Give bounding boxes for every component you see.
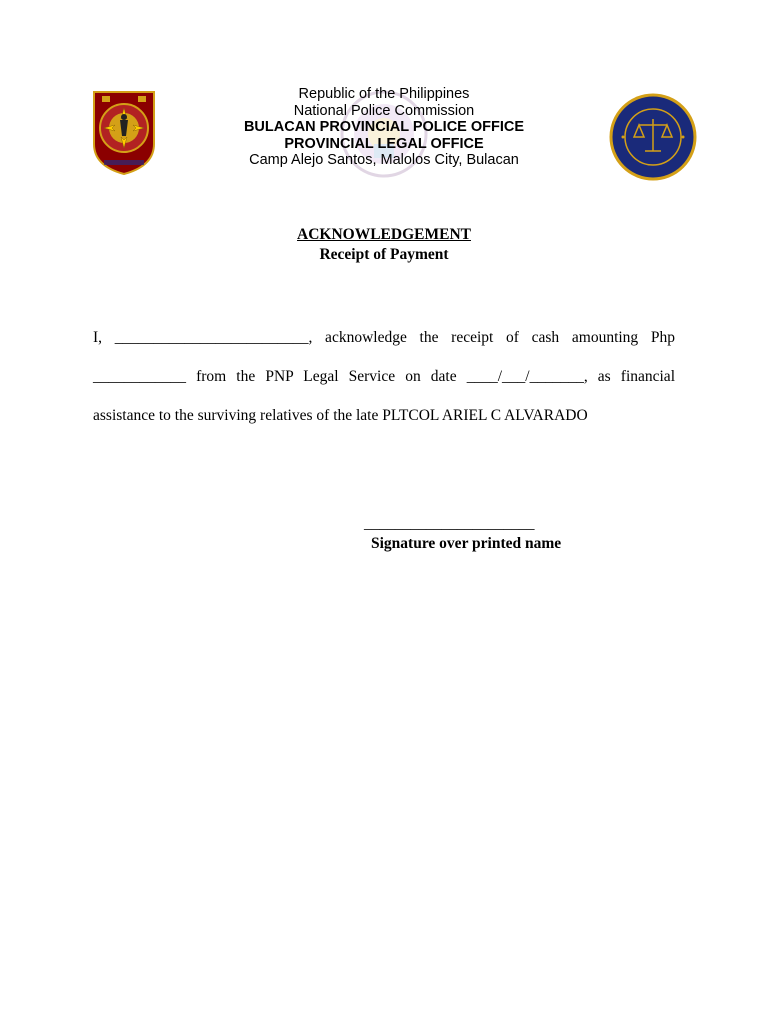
signature-line: ______________________: [364, 515, 535, 532]
signature-label: Signature over printed name: [371, 535, 562, 552]
pnp-seal-logo: [90, 86, 158, 176]
document-subtitle: Receipt of Payment: [319, 246, 449, 263]
acknowledgement-body: I, _________________________, acknowledge the receipt of cash amounting Php ____________ from the PNP Legal Service on date ____/___/_______, as financial assistance to the surviving relatives of the late PLTCOL ARIEL C ALVARADO: [93, 329, 675, 424]
header-line-office: BULACAN PROVINCIAL POLICE OFFICE: [243, 119, 525, 136]
header-line-napolcom: National Police Commission: [293, 102, 475, 119]
header-line-legal-office: PROVINCIAL LEGAL OFFICE: [284, 135, 484, 152]
title-block: [184, 226, 584, 265]
letterhead: [184, 86, 584, 169]
header-line-republic: Republic of the Philippines: [298, 86, 470, 102]
document-title: ACKNOWLEDGEMENT: [297, 226, 471, 243]
header-line-address: Camp Alejo Santos, Malolos City, Bulacan: [249, 152, 519, 169]
legal-service-seal-logo: [609, 93, 697, 181]
